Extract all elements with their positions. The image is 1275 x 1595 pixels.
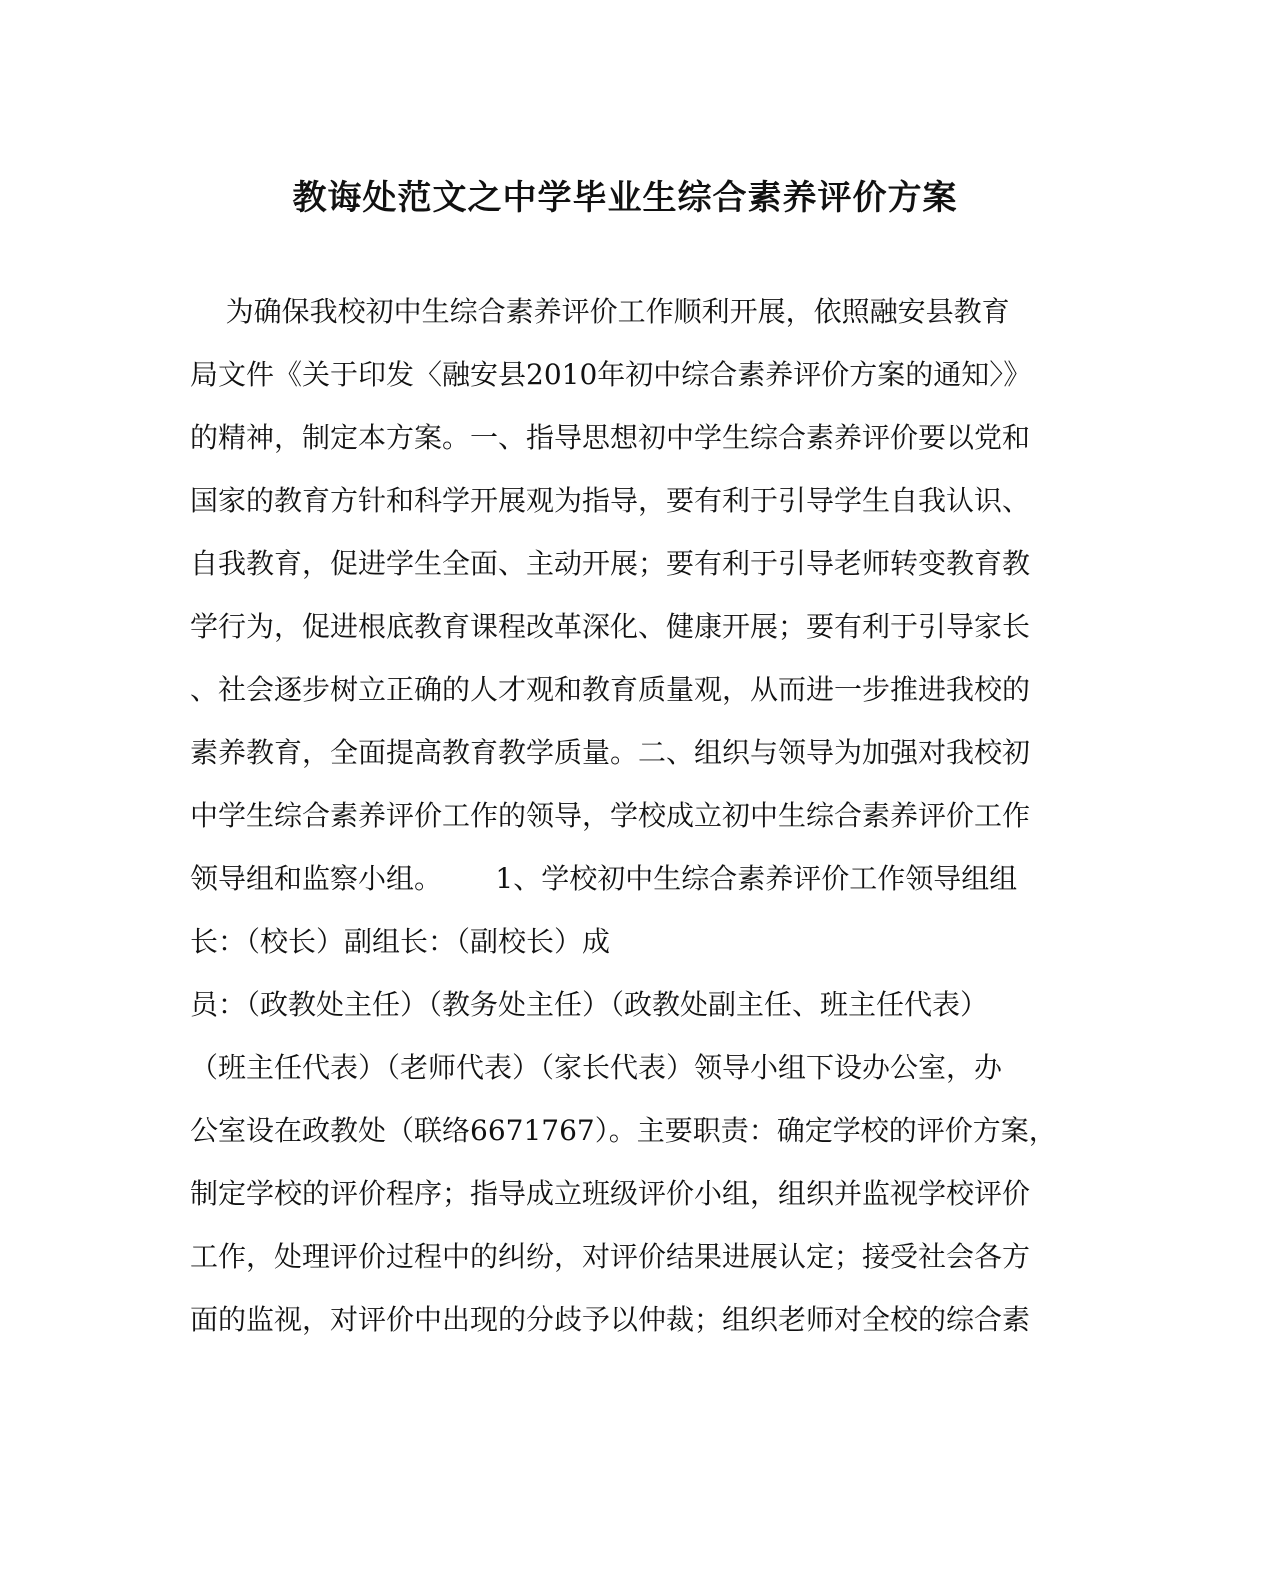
body-line: 的精神，制定本方案。一、指导思想初中学生综合素养评价要以党和 [190, 421, 1031, 454]
body-line: 长：（校长）副组长：（副校长）成 [190, 925, 611, 958]
document-title: 教诲处范文之中学毕业生综合素养评价方案 [292, 178, 958, 218]
body-line: 制定学校的评价程序；指导成立班级评价小组，组织并监视学校评价 [190, 1177, 1031, 1210]
body-line: 公室设在政教处（联络6671767）。主要职责：确定学校的评价方案， [190, 1114, 1057, 1147]
body-line: 工作，处理评价过程中的纠纷，对评价结果进展认定；接受社会各方 [190, 1240, 1031, 1273]
body-line: 中学生综合素养评价工作的领导，学校成立初中生综合素养评价工作 [190, 799, 1031, 832]
body-line: 面的监视，对评价中出现的分歧予以仲裁；组织老师对全校的综合素 [190, 1303, 1031, 1336]
body-line: 、社会逐步树立正确的人才观和教育质量观，从而进一步推进我校的 [190, 673, 1031, 706]
body-line: 学行为，促进根底教育课程改革深化、健康开展；要有利于引导家长 [190, 610, 1031, 643]
body-line: 国家的教育方针和科学开展观为指导，要有利于引导学生自我认识、 [190, 484, 1031, 517]
body-line: 素养教育，全面提高教育教学质量。二、组织与领导为加强对我校初 [190, 736, 1031, 769]
body-line: 为确保我校初中生综合素养评价工作顺利开展，依照融安县教育 [190, 295, 1010, 328]
document-body [190, 280, 1060, 1351]
body-line: 员：（政教处主任）（教务处主任）（政教处副主任、班主任代表） [190, 988, 989, 1021]
body-line: 自我教育，促进学生全面、主动开展；要有利于引导老师转变教育教 [190, 547, 1031, 580]
body-line: 领导组和监察小组。 1、学校初中生综合素养评价工作领导组组 [190, 862, 1018, 895]
body-line: 局文件《关于印发〈融安县2010年初中综合素养评价方案的通知〉》 [190, 358, 1032, 391]
body-line: （班主任代表）（老师代表）（家长代表）领导小组下设办公室，办 [190, 1051, 1003, 1084]
